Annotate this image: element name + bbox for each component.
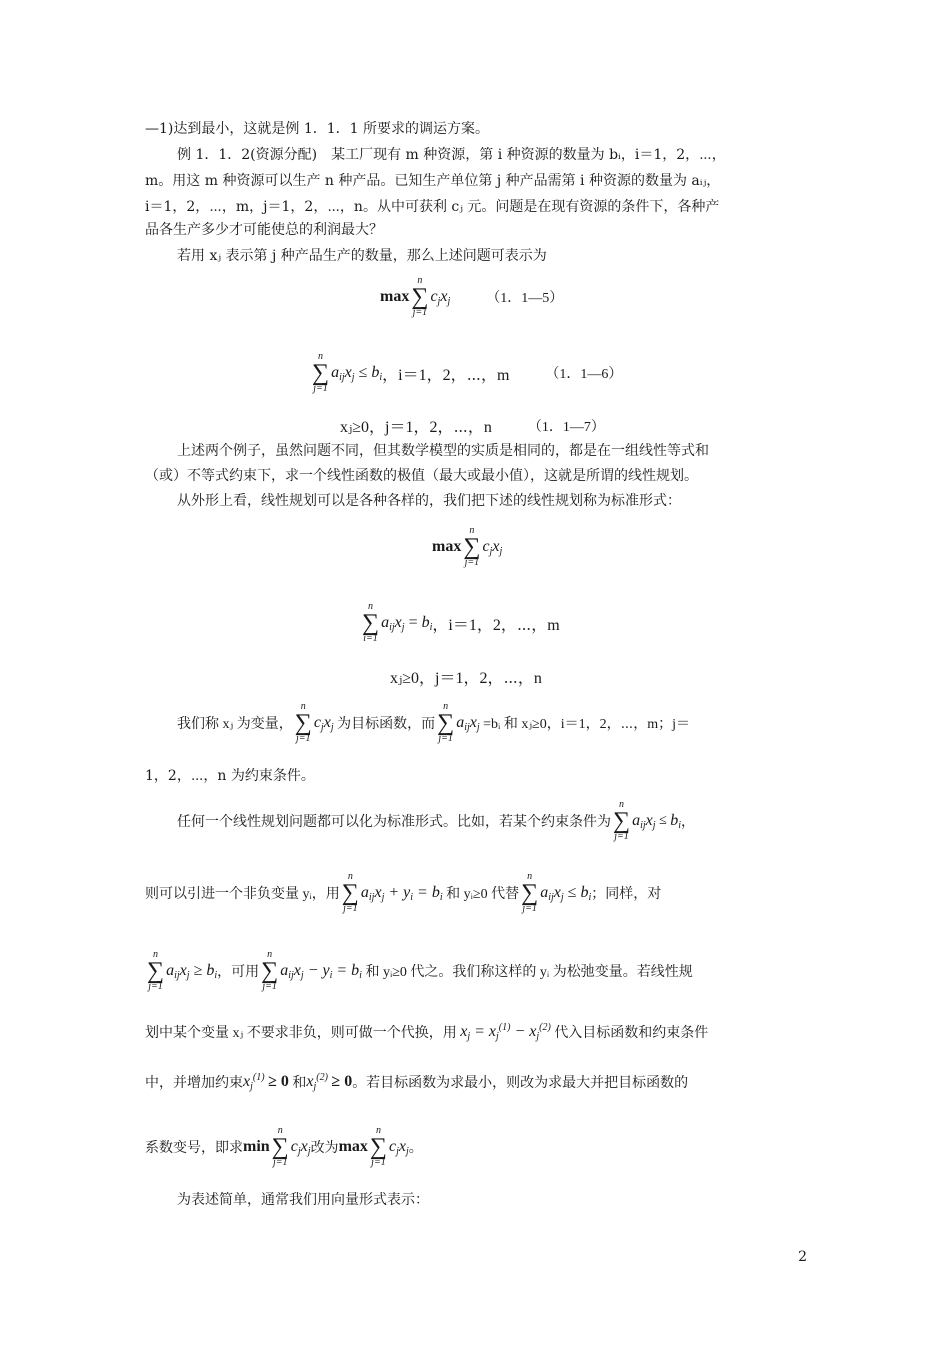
equation-number: （1．1—7）	[527, 419, 605, 435]
text-line: —1)达到最小，这就是例 1．1．1 所要求的调运方案。	[145, 121, 489, 137]
text-line: 若用 xⱼ 表示第 j 种产品生产的数量，那么上述问题可表示为	[177, 248, 547, 264]
text-line: n ∑ j=1 $a_{ij}x_j \ge b_i$ ，可用 n ∑ j=1 $a_{ij}x_j - y_i = b_i$ 和 yᵢ≥0 代之。我们称这样的 yᵢ 为松弛变量。若线性规	[147, 949, 693, 992]
text-line: 上述两个例子，虽然问题不同，但其数学模型的实质是相同的，都是在一组线性等式和	[177, 443, 709, 459]
equation-condition: ，i＝1，2，⋯，m	[382, 366, 510, 384]
text-line: 为表述简单，通常我们用向量形式表示：	[177, 1192, 429, 1208]
text-line: 品各生产多少才可能使总的利润最大？	[145, 222, 383, 238]
summation: n ∑ j=1	[312, 351, 330, 394]
text-line: 1，2，⋯，n 为约束条件。	[145, 768, 315, 784]
text-line: （或）不等式约束下，求一个线性函数的极值（最大或最小值），这就是所谓的线性规划。	[145, 468, 698, 484]
standard-form-objective: max n ∑ j=1 $c_jx_j$	[432, 525, 503, 568]
text-line: 任何一个线性规划问题都可以化为标准形式。比如，若某个约束条件为 n ∑ j=1 $a_{ij}x_j$ ≤ $b_i$ ，	[177, 799, 696, 842]
text-line: 则可以引进一个非负变量 yᵢ，用 n ∑ j=1 $a_{ij}x_j + y_i = b_i$ 和 yᵢ≥0 代替 n ∑ j=1 $a_{ij}x_j \le b_i$ ；同样，对	[145, 871, 662, 914]
text-line: 例 1．1．2(资源分配) 某工厂现有 m 种资源，第 i 种资源的数量为 bᵢ，i＝1，2，⋯，	[177, 147, 726, 163]
equation-1-1-5: max n ∑ j=1 $c_jx_j$ （1．1—5）	[380, 275, 564, 318]
text-line: 我们称 xⱼ 为变量， n ∑ j=1 $c_jx_j$ 为目标函数，而 n ∑ j=1 $a_{ij}x_j$ =bᵢ 和 xⱼ≥0，i＝1，2，⋯，m；j＝	[177, 701, 690, 744]
equation-1-1-6: n ∑ j=1 $a_{ij}x_j$ ≤ $b_i$ ，i＝1，2，⋯，m （1．1—6）	[312, 351, 623, 394]
standard-form-constraint: n ∑ i=1 $a_{ij}x_j$ = $b_i$ ，i＝1，2，⋯，m	[362, 601, 560, 644]
equation-1-1-7: xⱼ≥0，j＝1，2，⋯，n （1．1—7）	[340, 414, 605, 437]
text-line: 划中某个变量 xⱼ 不要求非负，则可做一个代换，用 $x_j = x_j^{(1)} - x_j^{(2)}$ 代入目标函数和约束条件	[145, 1022, 709, 1042]
text-line: 从外形上看，线性规划可以是各种各样的，我们把下述的线性规划称为标准形式：	[177, 493, 681, 509]
equation-number: （1．1—5）	[486, 291, 564, 306]
summation: n ∑ j=1	[411, 275, 429, 318]
equation-number: （1．1—6）	[545, 367, 623, 382]
standard-form-nonneg: xⱼ≥0，j＝1，2，⋯，n	[390, 670, 542, 687]
page-number: 2	[798, 1249, 807, 1265]
max-operator: max	[380, 288, 410, 305]
text-line: m。用这 m 种资源可以生产 n 种产品。已知生产单位第 j 种产品需第 i 种资源的数量为 aᵢⱼ，	[145, 173, 721, 189]
text-line: 中，并增加约束 $x_j^{(1)}$ ≥ 0 和 $x_j^{(2)}$ ≥ 0 。若目标函数为求最小，则改为求最大并把目标函数的	[145, 1072, 689, 1092]
text-line: i＝1，2，⋯，m，j＝1，2，⋯，n。从中可获利 cⱼ 元。问题是在现有资源的条件下，各种产	[145, 199, 720, 215]
text-line: 系数变号，即求 min n ∑ j=1 $c_jx_j$ 改为 max n ∑ j=1 $c_jx_j$ 。	[145, 1125, 423, 1168]
